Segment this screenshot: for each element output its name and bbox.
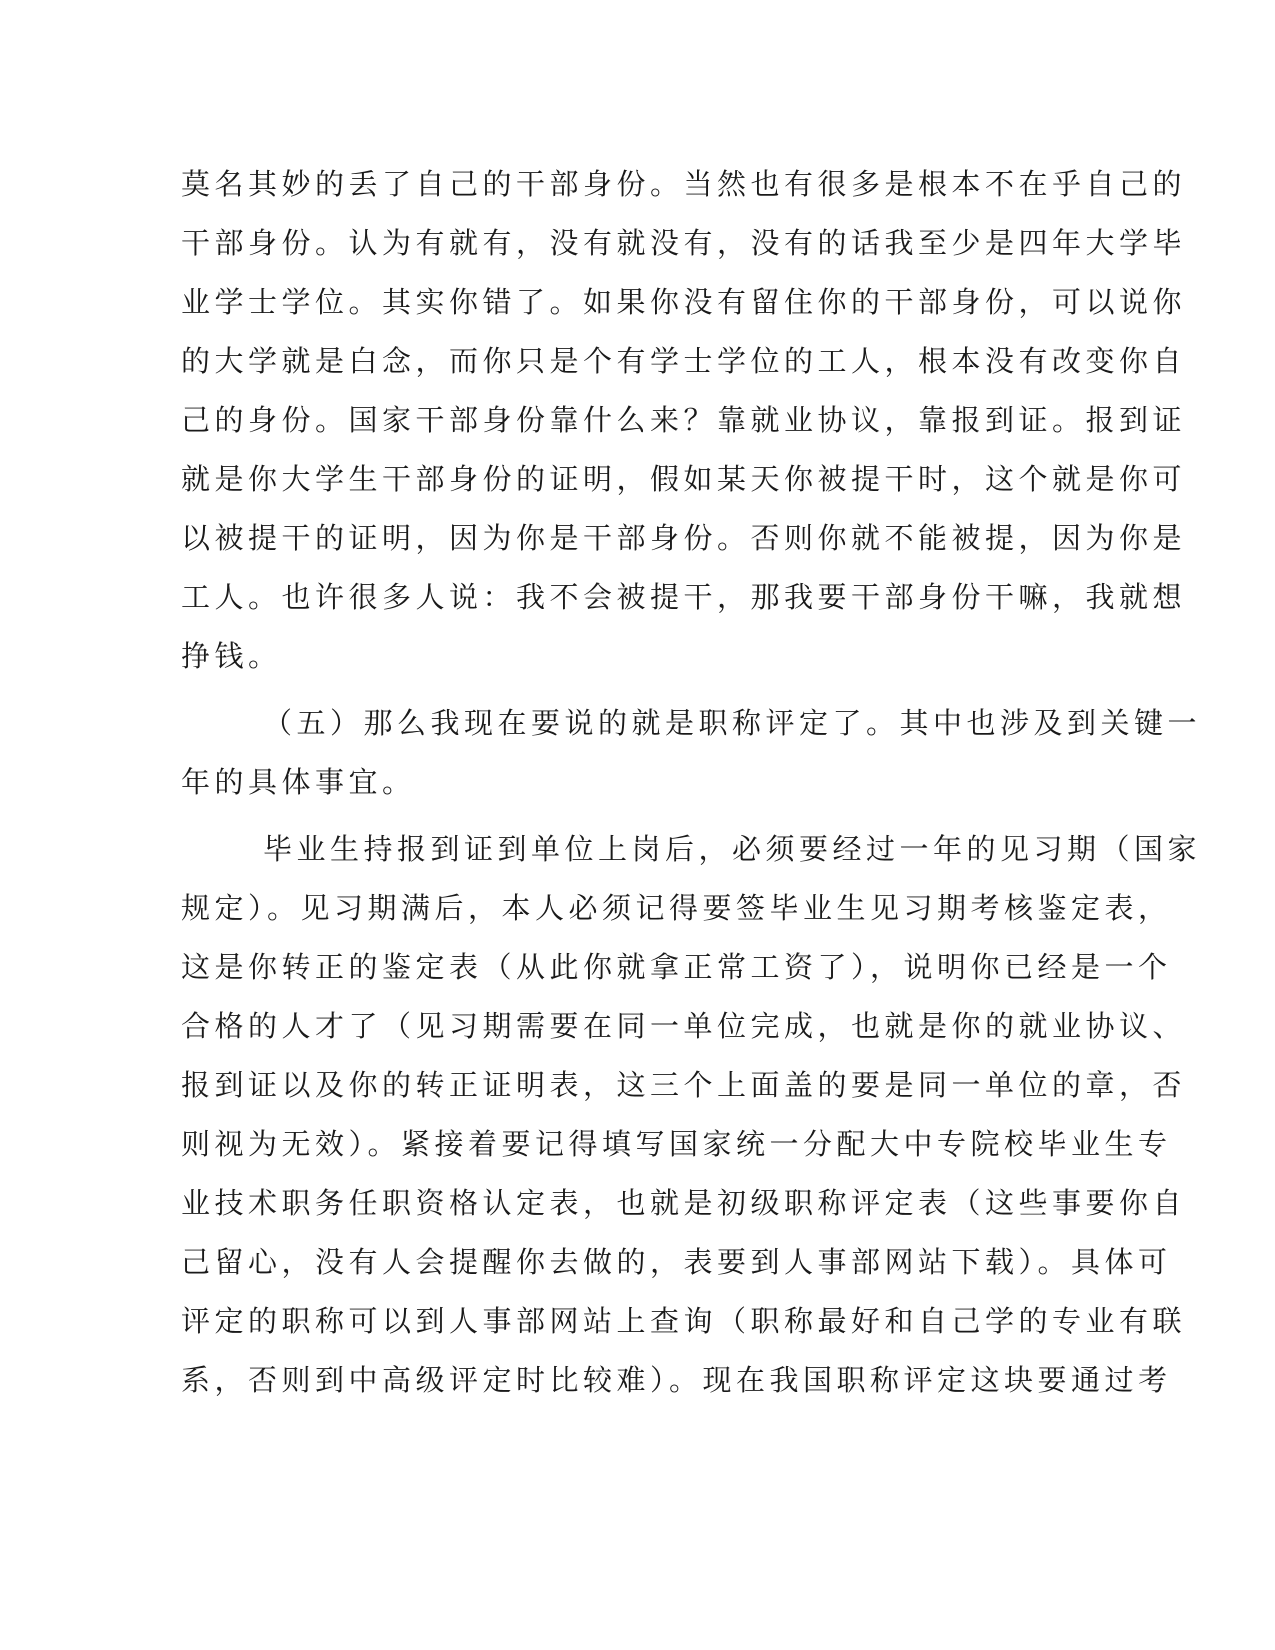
text-line: 己的身份。国家干部身份靠什么来？靠就业协议，靠报到证。报到证 xyxy=(181,403,1187,437)
paragraph-2 xyxy=(181,694,1202,812)
paragraph-gap xyxy=(181,686,1031,694)
text-line: 己留心，没有人会提醒你去做的，表要到人事部网站下载）。具体可 xyxy=(181,1245,1172,1279)
text-line: 业学士学位。其实你错了。如果你没有留住你的干部身份，可以说你 xyxy=(181,285,1187,319)
text-line: 这是你转正的鉴定表（从此你就拿正常工资了），说明你已经是一个 xyxy=(181,950,1172,984)
text-line: 就是你大学生干部身份的证明，假如某天你被提干时，这个就是你可 xyxy=(181,462,1187,496)
text-line: 挣钱。 xyxy=(181,639,282,673)
paragraph-1 xyxy=(181,155,1187,686)
text-line: 工人。也许很多人说：我不会被提干，那我要干部身份干嘛，我就想 xyxy=(181,580,1187,614)
document-body xyxy=(181,155,1202,1410)
text-line: 毕业生持报到证到单位上岗后，必须要经过一年的见习期（国家 xyxy=(263,832,1202,866)
text-line: 业技术职务任职资格认定表，也就是初级职称评定表（这些事要你自 xyxy=(181,1186,1187,1220)
text-line: 系，否则到中高级评定时比较难）。现在我国职称评定这块要通过考 xyxy=(181,1363,1172,1397)
text-line: （五）那么我现在要说的就是职称评定了。其中也涉及到关键一 xyxy=(263,706,1202,740)
text-line: 的大学就是白念，而你只是个有学士学位的工人，根本没有改变你自 xyxy=(181,344,1187,378)
text-line: 规定）。见习期满后，本人必须记得要签毕业生见习期考核鉴定表， xyxy=(181,891,1172,925)
text-line: 干部身份。认为有就有，没有就没有，没有的话我至少是四年大学毕 xyxy=(181,226,1187,260)
text-line: 以被提干的证明，因为你是干部身份。否则你就不能被提，因为你是 xyxy=(181,521,1187,555)
paragraph-gap xyxy=(181,812,1031,820)
paragraph-3 xyxy=(181,820,1202,1410)
text-line: 合格的人才了（见习期需要在同一单位完成，也就是你的就业协议、 xyxy=(181,1009,1187,1043)
text-line: 则视为无效）。紧接着要记得填写国家统一分配大中专院校毕业生专 xyxy=(181,1127,1172,1161)
text-line: 年的具体事宜。 xyxy=(181,765,416,799)
text-line: 评定的职称可以到人事部网站上查询（职称最好和自己学的专业有联 xyxy=(181,1304,1187,1338)
text-line: 报到证以及你的转正证明表，这三个上面盖的要是同一单位的章，否 xyxy=(181,1068,1187,1102)
text-line: 莫名其妙的丢了自己的干部身份。当然也有很多是根本不在乎自己的 xyxy=(181,167,1187,201)
